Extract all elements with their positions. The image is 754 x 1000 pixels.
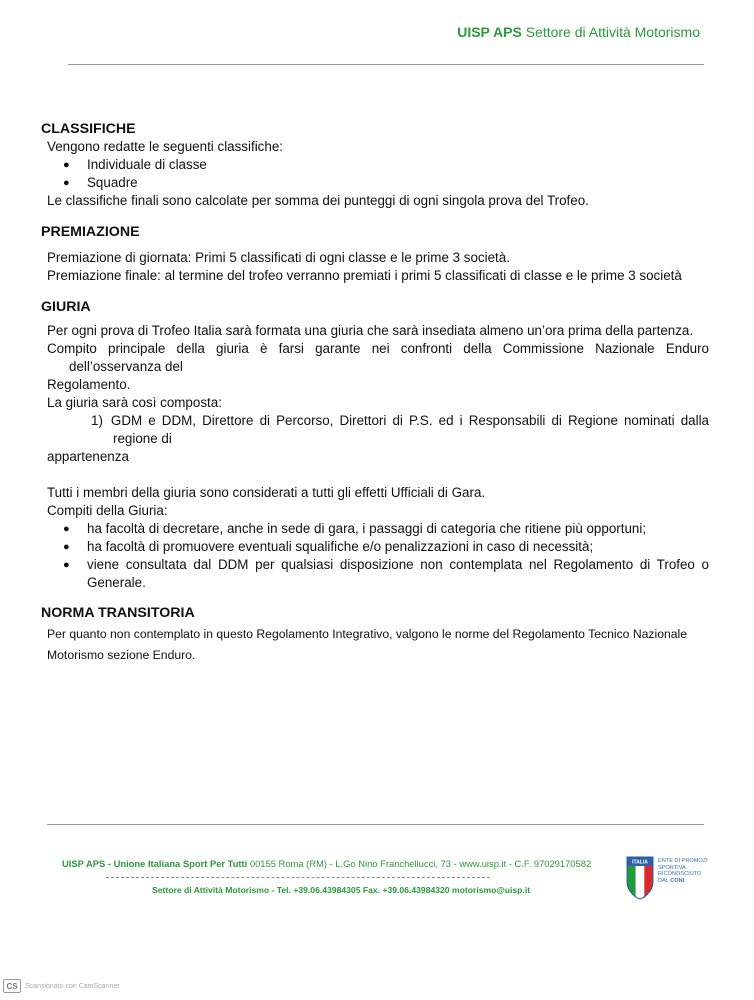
coni-caption [658,858,718,884]
giuria-paragraph-2-line-2: dell’osservanza del [69,359,183,374]
section-title-giuria: GIURIA [41,299,91,315]
section-title-premiazione: PREMIAZIONE [41,224,140,240]
classifiche-intro: Vengono redatte le seguenti classifiche: [47,139,283,154]
giuria-paragraph-4: Tutti i membri della giuria sono considerati a tutti gli effetti Ufficiali di Gara. [47,485,486,500]
header-brand-rest: Settore di Attività Motorismo [521,24,700,40]
list-item: ● viene consultata dal DDM per qualsiasi disposizione non contemplata nel Regolamento di Trofeo o Generale. [47,556,709,592]
giuria-paragraph-1: Per ogni prova di Trofeo Italia sarà formata una giuria che sarà insediata almeno un’ora prima della partenza. [47,323,694,338]
header-brand [457,24,700,40]
giuria-list [41,520,709,592]
document-body [41,120,709,666]
giuria-paragraph-5: Compiti della Giuria: [47,503,168,518]
footer-contacts: Settore di Attività Motorismo - Tel. +39.06.43984305 Fax. +39.06.43984320 motorismo@uisp.it [152,885,531,895]
norma-text: Per quanto non contemplato in questo Regolamento Integrativo, valgono le norme del Regolamento Tecnico Nazionale Motorismo sezione Enduro. [47,627,688,662]
giuria-paragraph-2-line-3: Regolamento. [47,377,131,392]
list-item: ● Squadre [47,174,709,192]
premiazione-giornata: Premiazione di giornata: Primi 5 classificati di ogni classe e le prime 3 società. [47,250,510,265]
footer-address [62,858,591,869]
classifiche-closing: Le classifiche finali sono calcolate per somma dei punteggi di ogni singola prova del Trofeo. [47,193,589,208]
giuria-numbered-item [41,412,709,430]
coni-caption-line-2: SPORTIVA [658,864,686,871]
list-item: ● Individuale di classe [47,156,709,174]
premiazione-finale: Premiazione finale: al termine del trofeo verranno premiati i primi 5 classificati di classe e le prime 3 società [47,268,682,283]
footer-divider [47,824,704,825]
header-divider [68,64,704,65]
camscanner-watermark: Scansionato con CamScanner [25,983,120,990]
giuria-paragraph-3: La giuria sarà così composta: [47,395,222,410]
list-item: ● ha facoltà di promuovere eventuali squalifiche e/o penalizzazioni in caso di necessità; [47,538,709,556]
footer-org: UISP APS - Unione Italiana Sport Per Tutti [62,858,248,869]
italia-shield-icon [626,856,654,900]
coni-caption-line-4 [658,878,718,885]
numbered-item-marker: 1) [91,413,103,428]
camscanner-icon: CS [3,979,21,993]
coni-caption-line-1: ENTE DI PROMOZI [658,858,708,864]
footer-dashed-rule [106,877,490,878]
section-title-classifiche: CLASSIFICHE [41,121,136,137]
shield-label: ITALIA [632,859,648,866]
numbered-item-line-2: regione di [113,431,172,446]
giuria-paragraph-2-line-1: Compito principale della giuria è farsi garante nei confronti della Commissione Nazionale Enduro [47,341,709,356]
coni-caption-prefix: DAL [658,877,671,884]
numbered-item-line-1: GDM e DDM, Direttore di Percorso, Direttori di P.S. ed i Responsabili di Regione nominati dalla [110,413,709,428]
coni-caption-line-3: RICONOSCIUTO [658,871,702,877]
footer-address-text: 00155 Roma (RM) - L.Go Nino Franchellucci, 73 - www.uisp.it - C.F. 97029170582 [247,858,592,869]
section-title-norma: NORMA TRANSITORIA [41,605,195,621]
classifiche-list [41,156,709,192]
header-brand-strong: UISP APS [457,24,522,40]
list-item: ● ha facoltà di decretare, anche in sede di gara, i passaggi di categoria che ritiene più opportuni; [47,520,709,538]
coni-caption-strong: CONI [670,877,685,884]
numbered-item-line-3: appartenenza [47,449,129,464]
